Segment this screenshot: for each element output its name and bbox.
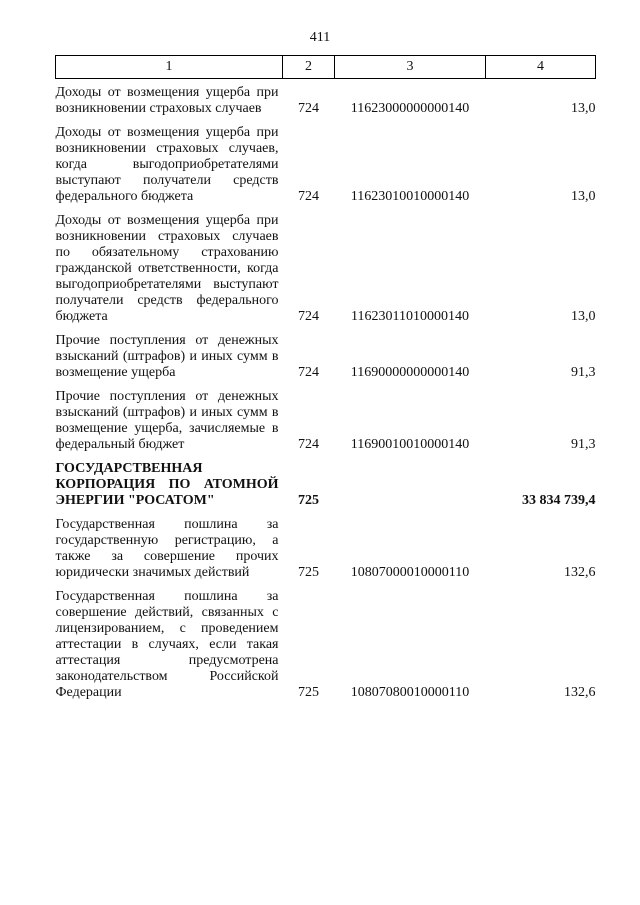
row-budget-code: 11623010010000140 — [350, 189, 470, 204]
table-row — [56, 511, 596, 583]
header-col-4: 4 — [486, 56, 596, 79]
row-budget-code: 11623000000000140 — [350, 101, 470, 116]
row-amount: 13,0 — [571, 101, 596, 116]
row-description: Доходы от возмещения ущерба при возникновении страховых случаев по обязательному страхованию гражданской ответственности, когда выгодоприобретателями выступают получатели средств федерального бюджета — [55, 213, 279, 324]
row-admin-code: 725 — [298, 565, 319, 580]
row-amount: 132,6 — [564, 685, 596, 700]
row-admin-code: 725 — [298, 493, 319, 508]
header-col-3: 3 — [335, 56, 486, 79]
table-row — [56, 583, 596, 703]
row-description: Доходы от возмещения ущерба при возникновении страховых случаев, когда выгодоприобретателями выступают получатели средств федерального бюджета — [55, 125, 279, 204]
row-admin-code: 724 — [298, 189, 319, 204]
row-amount: 132,6 — [564, 565, 596, 580]
row-admin-code: 724 — [298, 437, 319, 452]
header-col-1: 1 — [56, 56, 283, 79]
table-row — [56, 79, 596, 120]
row-amount: 91,3 — [571, 437, 596, 452]
row-description: Государственная пошлина за государственную регистрацию, а также за совершение прочих юридически значимых действий — [55, 517, 279, 580]
row-amount: 13,0 — [571, 189, 596, 204]
row-amount: 13,0 — [571, 309, 596, 324]
section-heading: ГОСУДАРСТВЕННАЯ КОРПОРАЦИЯ ПО АТОМНОЙ ЭНЕРГИИ "РОСАТОМ" — [55, 461, 279, 508]
row-amount: 91,3 — [571, 365, 596, 380]
header-col-2: 2 — [283, 56, 335, 79]
column-number-header — [56, 56, 596, 79]
page-number: 411 — [309, 30, 331, 45]
row-description: Прочие поступления от денежных взысканий (штрафов) и иных сумм в возмещение ущерба, зачисляемые в федеральный бюджет — [55, 389, 279, 452]
table-row — [56, 327, 596, 383]
row-budget-code: 10807080010000110 — [350, 685, 470, 700]
revenue-table — [55, 55, 596, 703]
row-description: Государственная пошлина за совершение действий, связанных с лицензированием, с проведением аттестации в случаях, если такая аттестация предусмотрена законодательством Российской Федерации — [55, 589, 279, 700]
row-budget-code: 11690010010000140 — [350, 437, 470, 452]
row-description: Прочие поступления от денежных взысканий (штрафов) и иных сумм в возмещение ущерба — [55, 333, 279, 380]
row-budget-code: 10807000010000110 — [350, 565, 470, 580]
section-heading-row — [56, 455, 596, 511]
row-admin-code: 724 — [298, 365, 319, 380]
table-row — [56, 383, 596, 455]
section-total-amount: 33 834 739,4 — [522, 493, 596, 508]
row-admin-code: 725 — [298, 685, 319, 700]
row-admin-code: 724 — [298, 101, 319, 116]
table-row — [56, 207, 596, 327]
row-budget-code: 11690000000000140 — [350, 365, 470, 380]
row-description: Доходы от возмещения ущерба при возникновении страховых случаев — [55, 85, 279, 116]
row-budget-code — [335, 455, 486, 511]
table-row — [56, 119, 596, 207]
row-budget-code: 11623011010000140 — [351, 309, 469, 324]
row-admin-code: 724 — [298, 309, 319, 324]
